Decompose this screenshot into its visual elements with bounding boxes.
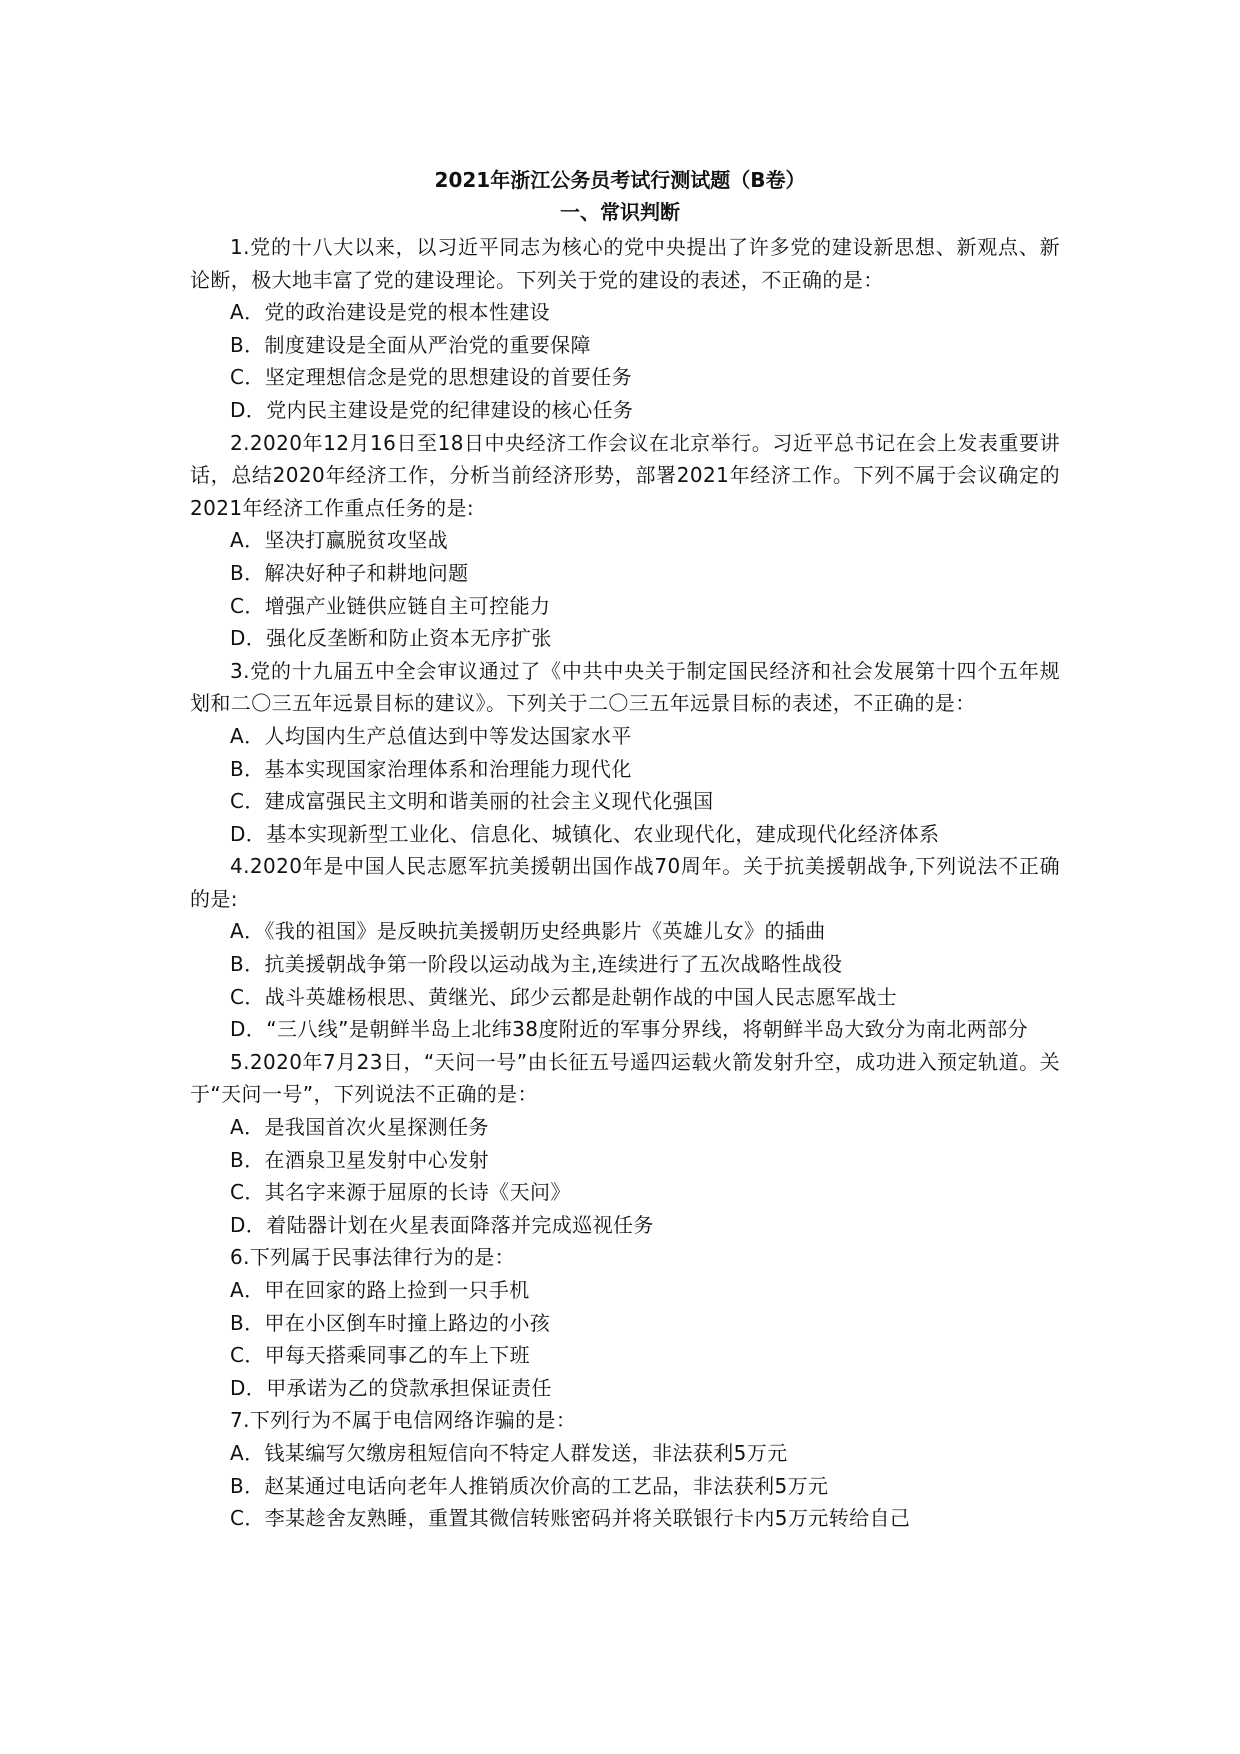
option-c: C．其名字来源于屈原的长诗《天问》: [230, 1180, 571, 1205]
question-stem: 6.下列属于民事法律行为的是：: [230, 1245, 516, 1270]
option-b: B．甲在小区倒车时撞上路边的小孩: [230, 1310, 551, 1335]
question-2: [190, 427, 1060, 655]
option-d: D．“三八线”是朝鲜半岛上北纬38度附近的军事分界线，将朝鲜半岛大致分为南北两部分: [230, 1017, 1028, 1042]
option-b: B．抗美援朝战争第一阶段以运动战为主,连续进行了五次战略性战役: [230, 952, 843, 977]
section-title: 一、常识判断: [560, 200, 680, 224]
question-3: [190, 655, 1060, 851]
option-b: B．赵某通过电话向老年人推销质次价高的工艺品，非法获利5万元: [230, 1473, 829, 1498]
option-b: B．解决好种子和耕地问题: [230, 560, 469, 585]
option-a: A．是我国首次火星探测任务: [230, 1115, 489, 1140]
question-1: [190, 231, 1060, 427]
option-c: C．李某趁舍友熟睡，重置其微信转账密码并将关联银行卡内5万元转给自己: [230, 1506, 911, 1531]
option-b: B．基本实现国家治理体系和治理能力现代化: [230, 756, 632, 781]
option-c: C．坚定理想信念是党的思想建设的首要任务: [230, 365, 632, 390]
option-a: A．甲在回家的路上捡到一只手机: [230, 1278, 530, 1302]
question-stem: 7.下列行为不属于电信网络诈骗的是：: [230, 1408, 577, 1433]
option-d: D．强化反垄断和防止资本无序扩张: [230, 626, 552, 651]
option-d: D．着陆器计划在火星表面降落并完成巡视任务: [230, 1212, 654, 1237]
option-c: C．增强产业链供应链自主可控能力: [230, 593, 551, 618]
question-7: [190, 1404, 1060, 1534]
option-a: A．坚决打赢脱贫攻坚战: [230, 528, 449, 553]
question-4: [190, 850, 1060, 1046]
question-stem: 1.党的十八大以来，以习近平同志为核心的党中央提出了许多党的建设新思想、新观点、新论断，极大地丰富了党的建设理论。下列关于党的建设的表述，不正确的是：: [190, 235, 1060, 292]
question-list: [190, 231, 1060, 1535]
option-c: C．建成富强民主文明和谐美丽的社会主义现代化强国: [230, 789, 714, 814]
option-a: A．钱某编写欠缴房租短信向不特定人群发送，非法获利5万元: [230, 1440, 788, 1465]
question-6: [190, 1241, 1060, 1404]
option-b: B．在酒泉卫星发射中心发射: [230, 1147, 489, 1172]
question-stem: 3.党的十九届五中全会审议通过了《中共中央关于制定国民经济和社会发展第十四个五年规划和二〇三五年远景目标的建议》。下列关于二〇三五年远景目标的表述，不正确的是：: [190, 658, 1060, 716]
document-title: 2021年浙江公务员考试行测试题（B卷）: [434, 168, 806, 192]
question-stem: 4.2020年是中国人民志愿军抗美援朝出国作战70周年。关于抗美援朝战争,下列说法不正确的是:: [190, 854, 1060, 911]
option-d: D．甲承诺为乙的贷款承担保证责任: [230, 1375, 552, 1400]
option-a: A．《我的祖国》是反映抗美援朝历史经典影片《英雄儿女》的插曲: [230, 919, 826, 944]
option-c: C．战斗英雄杨根思、黄继光、邱少云都是赴朝作战的中国人民志愿军战士: [230, 984, 898, 1009]
option-a: A．人均国内生产总值达到中等发达国家水平: [230, 723, 632, 748]
question-stem: 5.2020年7月23日，“天问一号”由长征五号遥四运载火箭发射升空，成功进入预定轨道。关于“天问一号”，下列说法不正确的是：: [190, 1049, 1060, 1107]
question-stem: 2.2020年12月16日至18日中央经济工作会议在北京举行。习近平总书记在会上发表重要讲话，总结2020年经济工作，分析当前经济形势，部署2021年经济工作。下列不属于会议确定的2021年经济工作重点任务的是:: [190, 430, 1060, 520]
option-a: A．党的政治建设是党的根本性建设: [230, 300, 551, 325]
option-b: B．制度建设是全面从严治党的重要保障: [230, 332, 591, 357]
option-d: D．基本实现新型工业化、信息化、城镇化、农业现代化，建成现代化经济体系: [230, 821, 940, 846]
option-c: C．甲每天搭乘同事乙的车上下班: [230, 1343, 530, 1368]
option-d: D．党内民主建设是党的纪律建设的核心任务: [230, 397, 634, 422]
question-5: [190, 1046, 1060, 1242]
